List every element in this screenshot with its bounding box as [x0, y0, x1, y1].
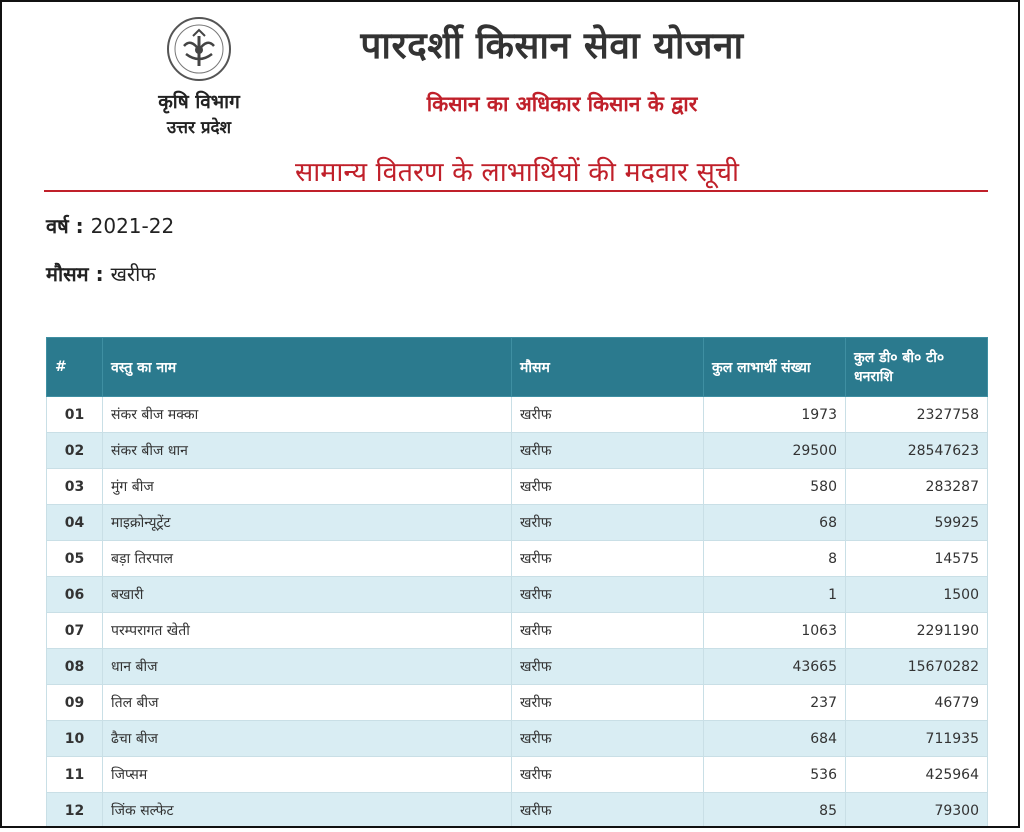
table-row [47, 613, 988, 649]
row-serial-cell: 09 [47, 685, 103, 721]
row-season-cell: खरीफ [512, 577, 704, 613]
row-season-cell: खरीफ [512, 793, 704, 829]
table-row [47, 469, 988, 505]
row-beneficiaries-cell: 1973 [704, 397, 846, 433]
row-beneficiaries-cell: 8 [704, 541, 846, 577]
column-header-item-name: वस्तु का नाम [103, 338, 512, 397]
page-subtitle: सामान्य वितरण के लाभार्थियों की मदवार सूची [294, 157, 740, 188]
row-amount-cell: 2291190 [846, 613, 988, 649]
table-row [47, 649, 988, 685]
row-item-link[interactable]: बड़ा तिरपाल [103, 541, 512, 577]
row-item-link[interactable]: मुंग बीज [103, 469, 512, 505]
row-beneficiaries-cell: 1 [704, 577, 846, 613]
column-header-serial: # [47, 338, 103, 397]
row-serial-cell: 05 [47, 541, 103, 577]
table-header-row [47, 338, 988, 397]
row-beneficiaries-cell: 237 [704, 685, 846, 721]
row-season-cell: खरीफ [512, 757, 704, 793]
column-header-beneficiaries: कुल लाभार्थी संख्या [704, 338, 846, 397]
row-beneficiaries-cell: 29500 [704, 433, 846, 469]
row-amount-cell: 283287 [846, 469, 988, 505]
row-amount-cell: 28547623 [846, 433, 988, 469]
row-item-link[interactable]: धान बीज [103, 649, 512, 685]
up-government-emblem-icon [166, 16, 232, 82]
row-season-cell: खरीफ [512, 433, 704, 469]
row-beneficiaries-cell: 68 [704, 505, 846, 541]
row-item-link[interactable]: माइक्रोन्यूट्रेंट [103, 505, 512, 541]
table-row [47, 505, 988, 541]
season-label: मौसम [46, 262, 89, 286]
table-row [47, 721, 988, 757]
table-row [47, 541, 988, 577]
row-season-cell: खरीफ [512, 541, 704, 577]
page-title: पारदर्शी किसान सेवा योजना [360, 24, 744, 67]
row-amount-cell: 46779 [846, 685, 988, 721]
row-amount-cell: 15670282 [846, 649, 988, 685]
row-serial-cell: 04 [47, 505, 103, 541]
column-header-dbt-amount: कुल डी० बी० टी० धनराशि [846, 338, 988, 397]
table-row [47, 757, 988, 793]
row-item-link[interactable]: जिंक सल्फेट [103, 793, 512, 829]
row-beneficiaries-cell: 85 [704, 793, 846, 829]
row-amount-cell: 1500 [846, 577, 988, 613]
row-serial-cell: 11 [47, 757, 103, 793]
row-serial-cell: 06 [47, 577, 103, 613]
season-separator: : [88, 262, 111, 286]
row-item-link[interactable]: संकर बीज मक्का [103, 397, 512, 433]
season-info [46, 260, 156, 287]
table-row [47, 397, 988, 433]
row-season-cell: खरीफ [512, 397, 704, 433]
row-serial-cell: 01 [47, 397, 103, 433]
row-amount-cell: 14575 [846, 541, 988, 577]
row-season-cell: खरीफ [512, 505, 704, 541]
table-row [47, 793, 988, 829]
table-row [47, 577, 988, 613]
row-amount-cell: 425964 [846, 757, 988, 793]
row-amount-cell: 2327758 [846, 397, 988, 433]
season-value: खरीफ [110, 262, 156, 286]
row-beneficiaries-cell: 536 [704, 757, 846, 793]
page-header [2, 2, 1018, 192]
row-beneficiaries-cell: 684 [704, 721, 846, 757]
row-serial-cell: 12 [47, 793, 103, 829]
row-item-link[interactable]: ढैचा बीज [103, 721, 512, 757]
row-season-cell: खरीफ [512, 721, 704, 757]
row-beneficiaries-cell: 1063 [704, 613, 846, 649]
row-season-cell: खरीफ [512, 469, 704, 505]
column-header-season: मौसम [512, 338, 704, 397]
row-item-link[interactable]: जिप्सम [103, 757, 512, 793]
row-season-cell: खरीफ [512, 649, 704, 685]
row-item-link[interactable]: संकर बीज धान [103, 433, 512, 469]
row-serial-cell: 10 [47, 721, 103, 757]
row-serial-cell: 03 [47, 469, 103, 505]
table-row [47, 433, 988, 469]
row-amount-cell: 59925 [846, 505, 988, 541]
row-serial-cell: 02 [47, 433, 103, 469]
table-row [47, 685, 988, 721]
row-item-link[interactable]: तिल बीज [103, 685, 512, 721]
row-amount-cell: 711935 [846, 721, 988, 757]
table-body [47, 397, 988, 829]
year-separator: : [68, 214, 91, 238]
header-divider [44, 190, 988, 192]
year-value: 2021-22 [90, 214, 175, 238]
row-amount-cell: 79300 [846, 793, 988, 829]
beneficiary-table [46, 337, 988, 828]
row-serial-cell: 08 [47, 649, 103, 685]
row-beneficiaries-cell: 580 [704, 469, 846, 505]
row-item-link[interactable]: परम्परागत खेती [103, 613, 512, 649]
department-name: कृषि विभाग [158, 91, 240, 113]
department-state: उत्तर प्रदेश [166, 118, 232, 138]
row-serial-cell: 07 [47, 613, 103, 649]
row-season-cell: खरीफ [512, 685, 704, 721]
row-season-cell: खरीफ [512, 613, 704, 649]
page-tagline: किसान का अधिकार किसान के द्वार [426, 92, 698, 116]
year-info [46, 212, 174, 239]
row-beneficiaries-cell: 43665 [704, 649, 846, 685]
row-item-link[interactable]: बखारी [103, 577, 512, 613]
year-label: वर्ष [46, 214, 69, 238]
